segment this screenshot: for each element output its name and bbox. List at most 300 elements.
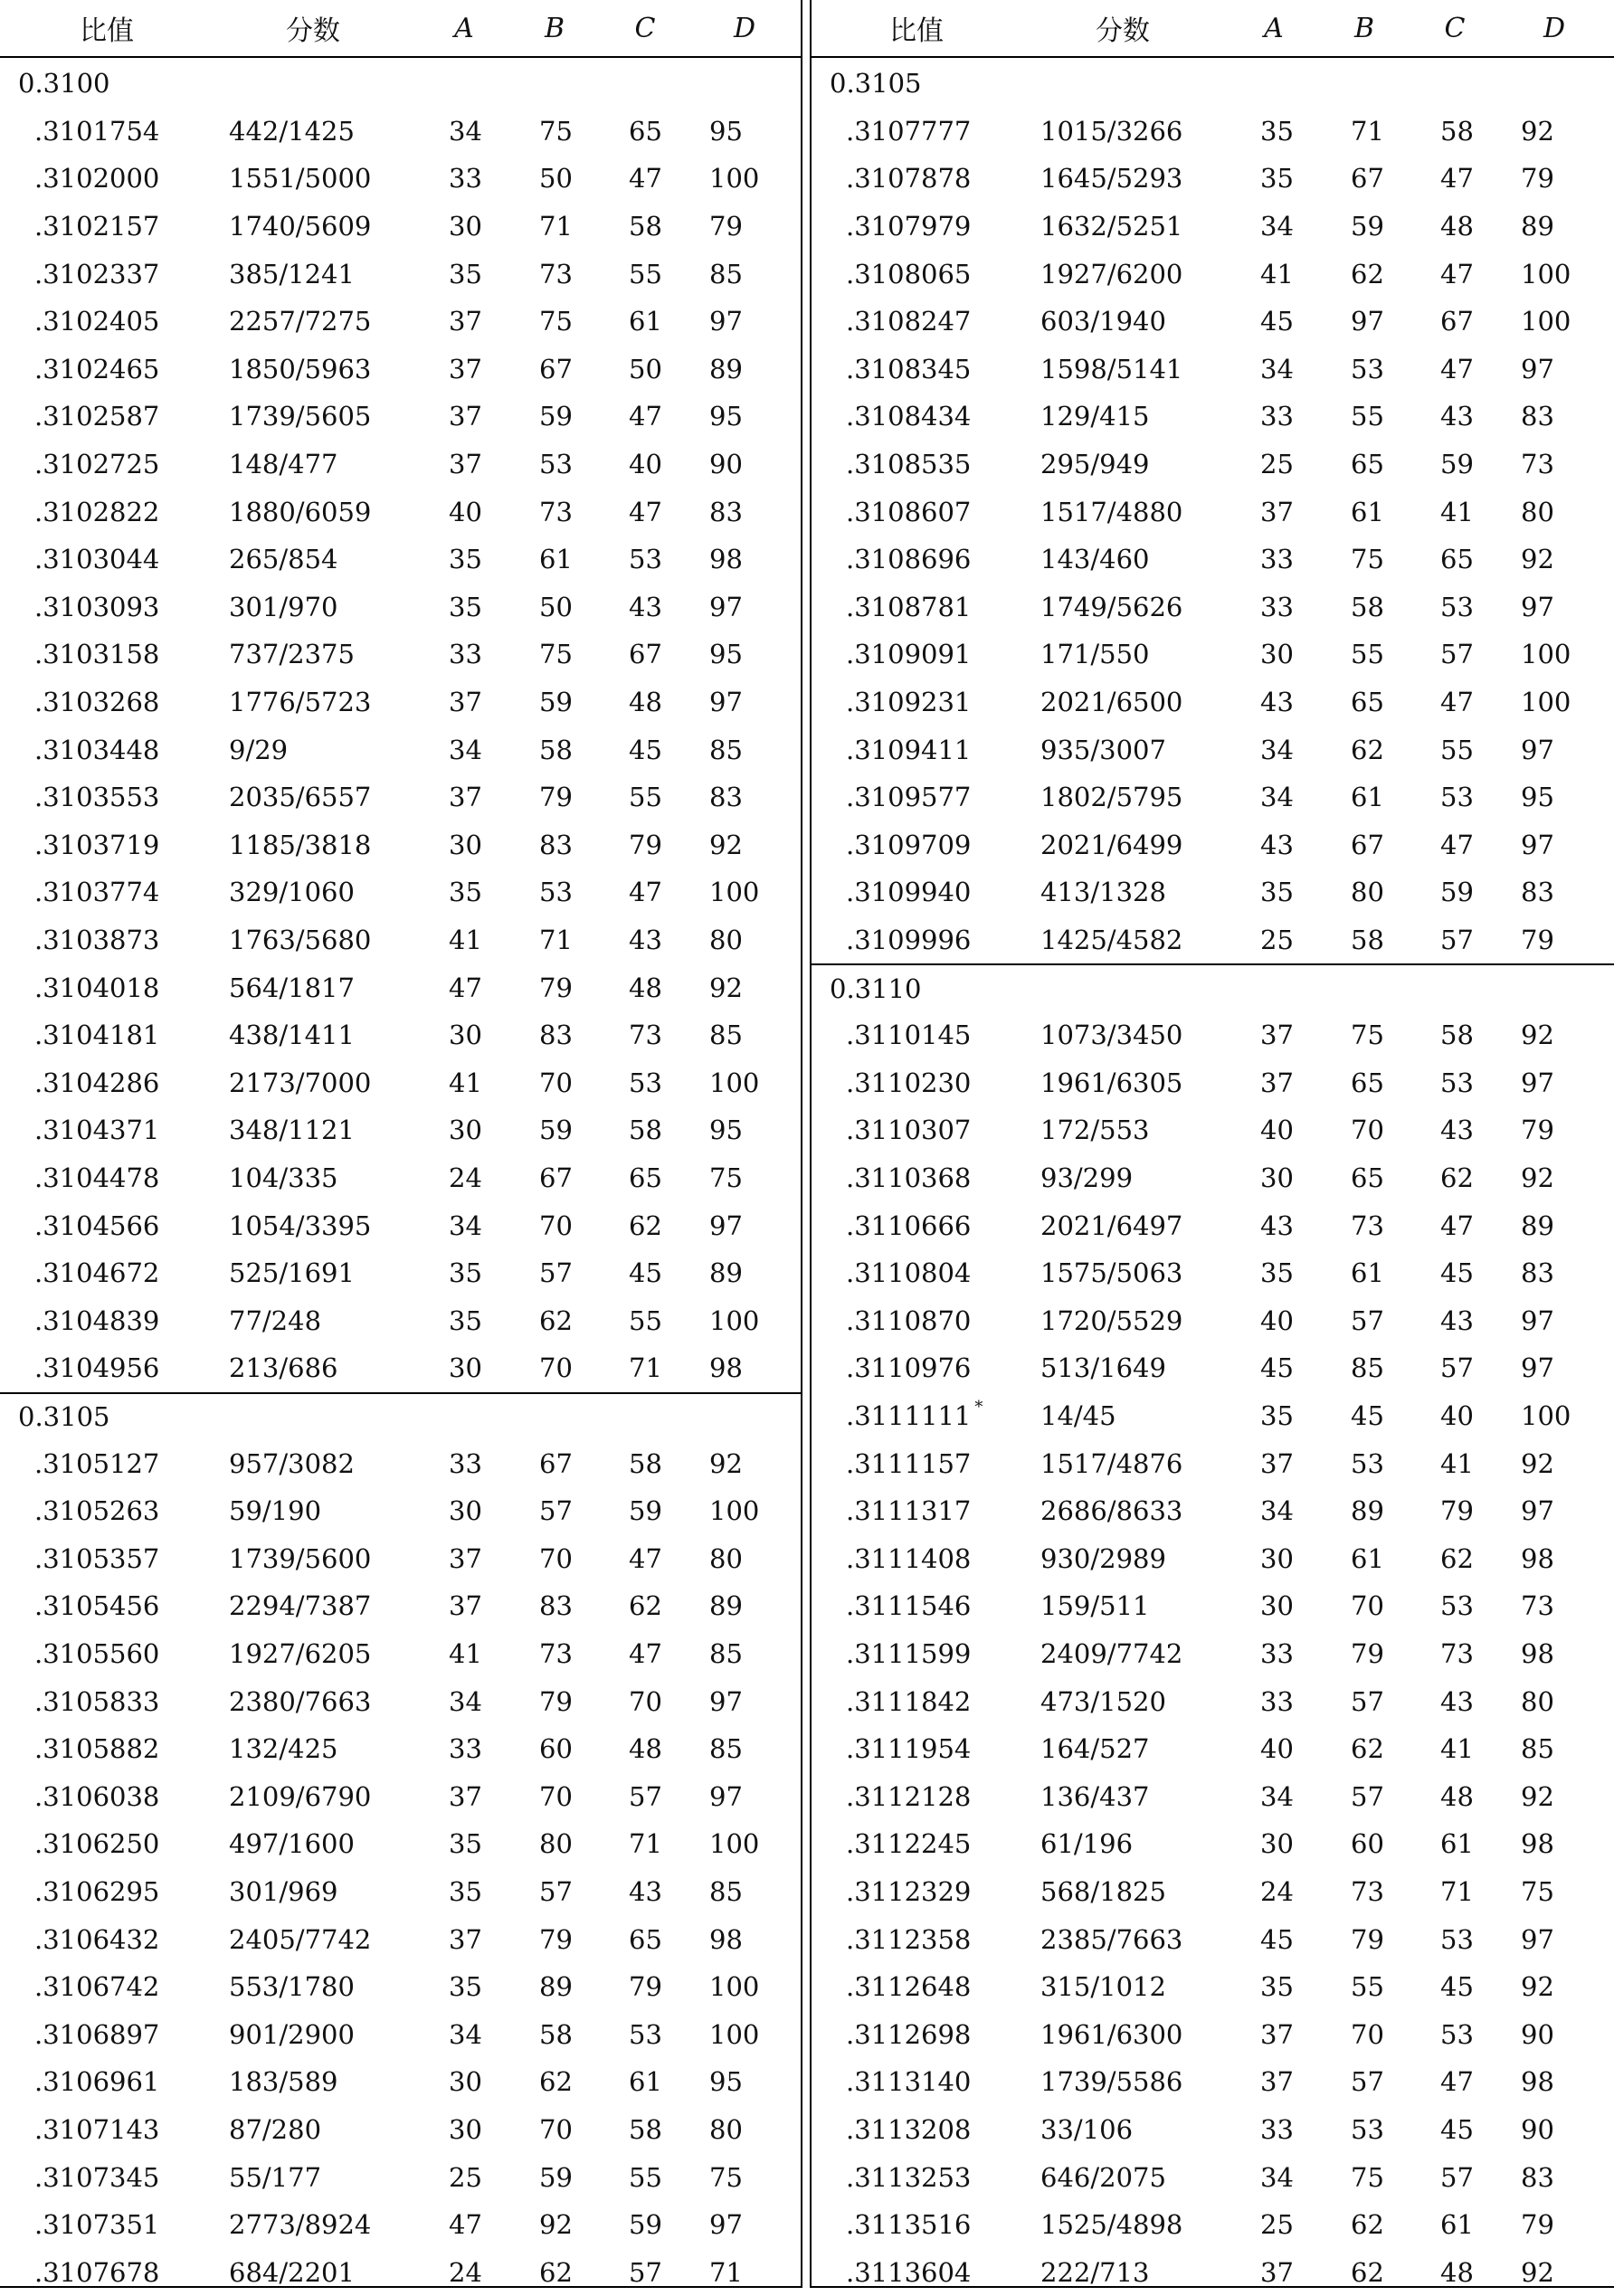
a-cell: 35 [1260,1971,1294,2003]
ratio-cell: .3105127 [34,1447,160,1479]
ratio-cell: .3111408 [846,1542,972,1574]
section-label: 0.3105 [18,1401,110,1433]
a-cell: 33 [449,163,482,194]
table-row [0,1868,801,1916]
b-cell: 62 [1351,2209,1384,2241]
c-cell: 43 [629,925,662,956]
ratio-cell: .3109091 [846,639,972,670]
c-cell: 47 [629,877,662,908]
d-cell: 75 [709,2161,743,2193]
c-cell: 62 [629,1210,662,1241]
d-cell: 100 [1521,1400,1571,1432]
ratio-cell: .3107143 [34,2114,160,2146]
a-cell: 35 [1260,1400,1294,1432]
b-cell: 83 [539,1020,573,1051]
b-cell: 57 [539,1257,573,1289]
c-cell: 55 [629,258,662,289]
table-row [0,1487,801,1535]
fraction-cell: 33/106 [1040,2114,1134,2146]
ratio-cell: .3110368 [846,1162,972,1194]
d-cell: 75 [709,1162,743,1194]
table-row [0,2153,801,2201]
fraction-cell: 1015/3266 [1040,115,1183,147]
d-cell: 80 [1521,496,1554,527]
a-cell: 45 [1260,1923,1294,1955]
fraction-cell: 1185/3818 [229,829,372,860]
ratio-cell: .3109709 [846,829,972,860]
b-cell: 61 [1351,1542,1384,1574]
c-cell: 47 [1440,258,1474,289]
a-cell: 37 [449,401,482,432]
d-cell: 79 [1521,925,1554,956]
a-cell: 40 [1260,1733,1294,1765]
a-cell: 37 [449,306,482,337]
fraction-cell: 301/970 [229,591,338,622]
b-cell: 70 [1351,1590,1384,1622]
a-cell: 35 [1260,1257,1294,1289]
a-cell: 30 [1260,1162,1294,1194]
ratio-cell: .3110230 [846,1067,972,1098]
ratio-cell: .3102157 [34,211,160,242]
ratio-cell: .3111954 [846,1733,972,1765]
header-fraction: 分数 [286,15,340,47]
b-cell: 57 [539,1876,573,1908]
ratio-cell: .3103158 [34,639,160,670]
ratio-cell: .3113516 [846,2209,972,2241]
table-row [0,488,801,536]
d-cell: 98 [1521,2066,1554,2098]
table-row [0,1106,801,1154]
d-cell: 85 [709,1638,743,1670]
b-cell: 62 [1351,2256,1384,2288]
table-row [0,1677,801,1725]
fraction-cell: 1525/4898 [1040,2209,1183,2241]
table-row [812,2153,1614,2201]
table-row [0,1535,801,1583]
table-row [812,2106,1614,2154]
c-cell: 58 [629,1447,662,1479]
fraction-cell: 93/299 [1040,1162,1134,1194]
d-cell: 92 [1521,1780,1554,1812]
a-cell: 43 [1260,1210,1294,1241]
c-cell: 62 [629,1590,662,1622]
d-cell: 90 [1521,2018,1554,2050]
c-cell: 67 [629,639,662,670]
table-row [0,1011,801,1059]
d-cell: 100 [709,163,760,194]
table-row [812,2011,1614,2059]
b-cell: 75 [1351,1020,1384,1051]
d-cell: 98 [1521,1542,1554,1574]
d-cell: 97 [1521,734,1554,765]
b-cell: 65 [1351,687,1384,718]
fraction-cell: 1880/6059 [229,496,372,527]
b-cell: 79 [539,972,573,1003]
fraction-cell: 148/477 [229,449,338,480]
c-cell: 48 [1440,211,1474,242]
b-cell: 70 [539,1210,573,1241]
b-cell: 58 [539,734,573,765]
ratio-cell: .3108535 [846,449,972,480]
table-row [812,488,1614,536]
ratio-cell: .3101754 [34,115,160,147]
table-row [812,2058,1614,2106]
d-cell: 100 [709,1067,760,1098]
c-cell: 62 [1440,1542,1474,1574]
a-cell: 35 [449,1876,482,1908]
b-cell: 71 [539,211,573,242]
c-cell: 71 [1440,1876,1474,1908]
c-cell: 45 [629,734,662,765]
d-cell: 75 [1521,1876,1554,1908]
a-cell: 30 [449,1020,482,1051]
fraction-cell: 646/2075 [1040,2161,1166,2193]
a-cell: 37 [449,782,482,813]
c-cell: 53 [1440,782,1474,813]
ratio-cell: .3111599 [846,1638,972,1670]
b-cell: 57 [1351,1780,1384,1812]
d-cell: 89 [709,1590,743,1622]
b-cell: 80 [1351,877,1384,908]
b-cell: 67 [1351,829,1384,860]
a-cell: 43 [1260,829,1294,860]
b-cell: 67 [539,1447,573,1479]
d-cell: 97 [1521,1923,1554,1955]
fraction-cell: 1961/6300 [1040,2018,1183,2050]
c-cell: 48 [1440,1780,1474,1812]
b-cell: 53 [539,877,573,908]
fraction-cell: 2257/7275 [229,306,372,337]
table-row [812,298,1614,346]
d-cell: 73 [1521,1590,1554,1622]
ratio-cell: .3106897 [34,2018,160,2050]
fraction-cell: 2021/6500 [1040,687,1183,718]
c-cell: 45 [1440,2114,1474,2146]
d-cell: 95 [709,115,743,147]
b-cell: 62 [1351,1733,1384,1765]
b-cell: 73 [539,258,573,289]
b-cell: 71 [539,925,573,956]
table-row [812,1915,1614,1963]
ratio-cell: .3108434 [846,401,972,432]
fraction-cell: 603/1940 [1040,306,1166,337]
fraction-cell: 684/2201 [229,2256,355,2288]
b-cell: 57 [1351,1305,1384,1336]
d-cell: 92 [1521,2256,1554,2288]
b-cell: 70 [539,1542,573,1574]
c-cell: 57 [629,2256,662,2288]
c-cell: 65 [629,115,662,147]
section-header-row [0,60,801,108]
table-row [812,1677,1614,1725]
c-cell: 57 [1440,1352,1474,1384]
a-cell: 34 [449,1210,482,1241]
ratio-cell: .3113253 [846,2161,972,2193]
fraction-cell: 136/437 [1040,1780,1150,1812]
table-row [812,2201,1614,2249]
a-cell: 30 [1260,1590,1294,1622]
a-cell: 34 [449,2018,482,2050]
b-cell: 53 [1351,1447,1384,1479]
b-cell: 70 [539,2114,573,2146]
a-cell: 25 [1260,925,1294,956]
header-b: B [1353,12,1375,44]
c-cell: 45 [1440,1257,1474,1289]
fraction-cell: 1551/5000 [229,163,372,194]
c-cell: 43 [629,1876,662,1908]
table-row [0,1630,801,1678]
ratio-cell: .3107351 [34,2209,160,2241]
fraction-cell: 1632/5251 [1040,211,1183,242]
b-cell: 73 [1351,1876,1384,1908]
d-cell: 98 [1521,1828,1554,1860]
table-row [812,1725,1614,1773]
d-cell: 71 [709,2256,743,2288]
a-cell: 30 [449,211,482,242]
a-cell: 34 [1260,1495,1294,1527]
b-cell: 65 [1351,1067,1384,1098]
c-cell: 43 [1440,1305,1474,1336]
table-row [812,203,1614,251]
b-cell: 89 [539,1971,573,2003]
d-cell: 100 [709,1971,760,2003]
table-row [812,1392,1614,1440]
ratio-cell: .3104839 [34,1305,160,1336]
a-cell: 35 [449,1257,482,1289]
c-cell: 65 [629,1162,662,1194]
fraction-cell: 2380/7663 [229,1685,372,1717]
d-cell: 97 [1521,591,1554,622]
c-cell: 57 [1440,2161,1474,2193]
a-cell: 30 [449,2114,482,2146]
ratio-cell: .3108781 [846,591,972,622]
b-cell: 65 [1351,449,1384,480]
d-cell: 92 [709,829,743,860]
ratio-cell: .3111317 [846,1495,972,1527]
asterisk-mark: * [974,1397,983,1417]
d-cell: 92 [1521,544,1554,575]
a-cell: 33 [1260,2114,1294,2146]
b-cell: 53 [539,449,573,480]
fraction-cell: 1054/3395 [229,1210,372,1241]
fraction-cell: 2035/6557 [229,782,372,813]
a-cell: 33 [1260,544,1294,575]
table-row [0,1249,801,1297]
c-cell: 47 [1440,353,1474,384]
section-label: 0.3100 [18,68,110,100]
fraction-cell: 1425/4582 [1040,925,1183,956]
fraction-cell: 222/713 [1040,2256,1150,2288]
b-cell: 75 [539,306,573,337]
ratio-cell: .3107345 [34,2161,160,2193]
table-row [0,678,801,726]
header-c: C [1444,12,1466,44]
a-cell: 35 [449,591,482,622]
d-cell: 92 [1521,1971,1554,2003]
c-cell: 73 [629,1020,662,1051]
c-cell: 59 [1440,877,1474,908]
a-cell: 35 [1260,163,1294,194]
b-cell: 75 [539,639,573,670]
fraction-cell: 1739/5605 [229,401,372,432]
c-cell: 41 [1440,1447,1474,1479]
fraction-cell: 159/511 [1040,1590,1150,1622]
table-row [0,2106,801,2154]
table-row [0,2201,801,2249]
b-cell: 70 [1351,2018,1384,2050]
d-cell: 90 [1521,2114,1554,2146]
ratio-cell: .3109996 [846,925,972,956]
c-cell: 47 [629,401,662,432]
d-cell: 97 [709,687,743,718]
d-cell: 83 [1521,877,1554,908]
fraction-cell: 930/2989 [1040,1542,1166,1574]
b-cell: 79 [1351,1638,1384,1670]
a-cell: 35 [449,1971,482,2003]
fraction-cell: 301/969 [229,1876,338,1908]
ratio-cell: .3113604 [846,2256,972,2288]
b-cell: 53 [1351,2114,1384,2146]
d-cell: 97 [709,2209,743,2241]
ratio-cell: .3105882 [34,1733,160,1765]
d-cell: 97 [1521,1067,1554,1098]
b-cell: 58 [539,2018,573,2050]
fraction-cell: 183/589 [229,2066,338,2098]
a-cell: 34 [1260,211,1294,242]
c-cell: 58 [1440,115,1474,147]
table-row [812,726,1614,773]
ratio-cell: .3106432 [34,1923,160,1955]
ratio-cell: .3102587 [34,401,160,432]
b-cell: 57 [539,1495,573,1527]
ratio-cell: .3109231 [846,687,972,718]
fraction-cell: 1598/5141 [1040,353,1183,384]
a-cell: 34 [1260,1780,1294,1812]
table-row [0,298,801,346]
d-cell: 92 [709,1447,743,1479]
ratio-cell: .3104956 [34,1352,160,1384]
c-cell: 61 [629,306,662,337]
c-cell: 48 [1440,2256,1474,2288]
d-cell: 95 [1521,782,1554,813]
d-cell: 97 [709,1685,743,1717]
fraction-cell: 104/335 [229,1162,338,1194]
table-row [0,821,801,869]
fraction-cell: 9/29 [229,734,289,765]
d-cell: 83 [709,782,743,813]
b-cell: 67 [539,353,573,384]
table-row [0,536,801,583]
a-cell: 30 [1260,639,1294,670]
ratio-cell: .3111546 [846,1590,972,1622]
c-cell: 47 [629,1638,662,1670]
ratio-cell: .3109577 [846,782,972,813]
a-cell: 37 [1260,2256,1294,2288]
d-cell: 100 [1521,306,1571,337]
a-cell: 40 [1260,1305,1294,1336]
a-cell: 37 [449,687,482,718]
a-cell: 33 [449,639,482,670]
d-cell: 73 [1521,449,1554,480]
table-row [0,393,801,441]
b-cell: 79 [1351,1923,1384,1955]
fraction-cell: 2109/6790 [229,1780,372,1812]
a-cell: 43 [1260,687,1294,718]
c-cell: 50 [629,353,662,384]
ratio-cell: .3102822 [34,496,160,527]
fraction-cell: 59/190 [229,1495,322,1527]
c-cell: 59 [629,2209,662,2241]
c-cell: 55 [1440,734,1474,765]
header-fraction: 分数 [1096,15,1150,47]
c-cell: 47 [629,163,662,194]
a-cell: 33 [1260,591,1294,622]
section-header-row [812,963,1614,1011]
d-cell: 98 [709,1923,743,1955]
table-row [0,1154,801,1202]
ratio-cell: .3103553 [34,782,160,813]
b-cell: 55 [1351,639,1384,670]
a-cell: 35 [449,877,482,908]
header-ratio: 比值 [80,15,134,47]
table-row [0,773,801,821]
a-cell: 34 [449,734,482,765]
table-row [0,1344,801,1392]
table-row [812,1439,1614,1487]
table-row [812,1820,1614,1868]
d-cell: 85 [1521,1733,1554,1765]
table-row [0,916,801,964]
ratio-cell [846,1392,983,1440]
ratio-cell: .3102000 [34,163,160,194]
b-cell: 57 [1351,1685,1384,1717]
table-row [812,1582,1614,1630]
ratio-cell: .3103719 [34,829,160,860]
table-row [0,2011,801,2059]
fraction-cell: 957/3082 [229,1447,355,1479]
c-cell: 48 [629,687,662,718]
a-cell: 47 [449,972,482,1003]
c-cell: 45 [1440,1971,1474,2003]
b-cell: 62 [1351,734,1384,765]
fraction-cell: 438/1411 [229,1020,355,1051]
b-cell: 73 [539,496,573,527]
fraction-cell: 1720/5529 [1040,1305,1183,1336]
a-cell: 33 [449,1733,482,1765]
table-row [812,155,1614,203]
a-cell: 45 [1260,306,1294,337]
right-panel [810,0,1614,2288]
d-cell: 97 [1521,1495,1554,1527]
a-cell: 34 [1260,2161,1294,2193]
a-cell: 45 [1260,1352,1294,1384]
table-row [812,393,1614,441]
table-row [0,1915,801,1963]
a-cell: 37 [1260,1447,1294,1479]
ratio-cell: .3106295 [34,1876,160,1908]
fraction-cell: 129/415 [1040,401,1150,432]
table-row [0,441,801,489]
d-cell: 83 [1521,2161,1554,2193]
c-cell: 43 [629,591,662,622]
table-row [0,726,801,773]
d-cell: 100 [1521,687,1571,718]
d-cell: 89 [709,353,743,384]
table-row [812,441,1614,489]
b-cell: 70 [1351,1115,1384,1146]
b-cell: 75 [1351,544,1384,575]
ratio-cell: .3103093 [34,591,160,622]
